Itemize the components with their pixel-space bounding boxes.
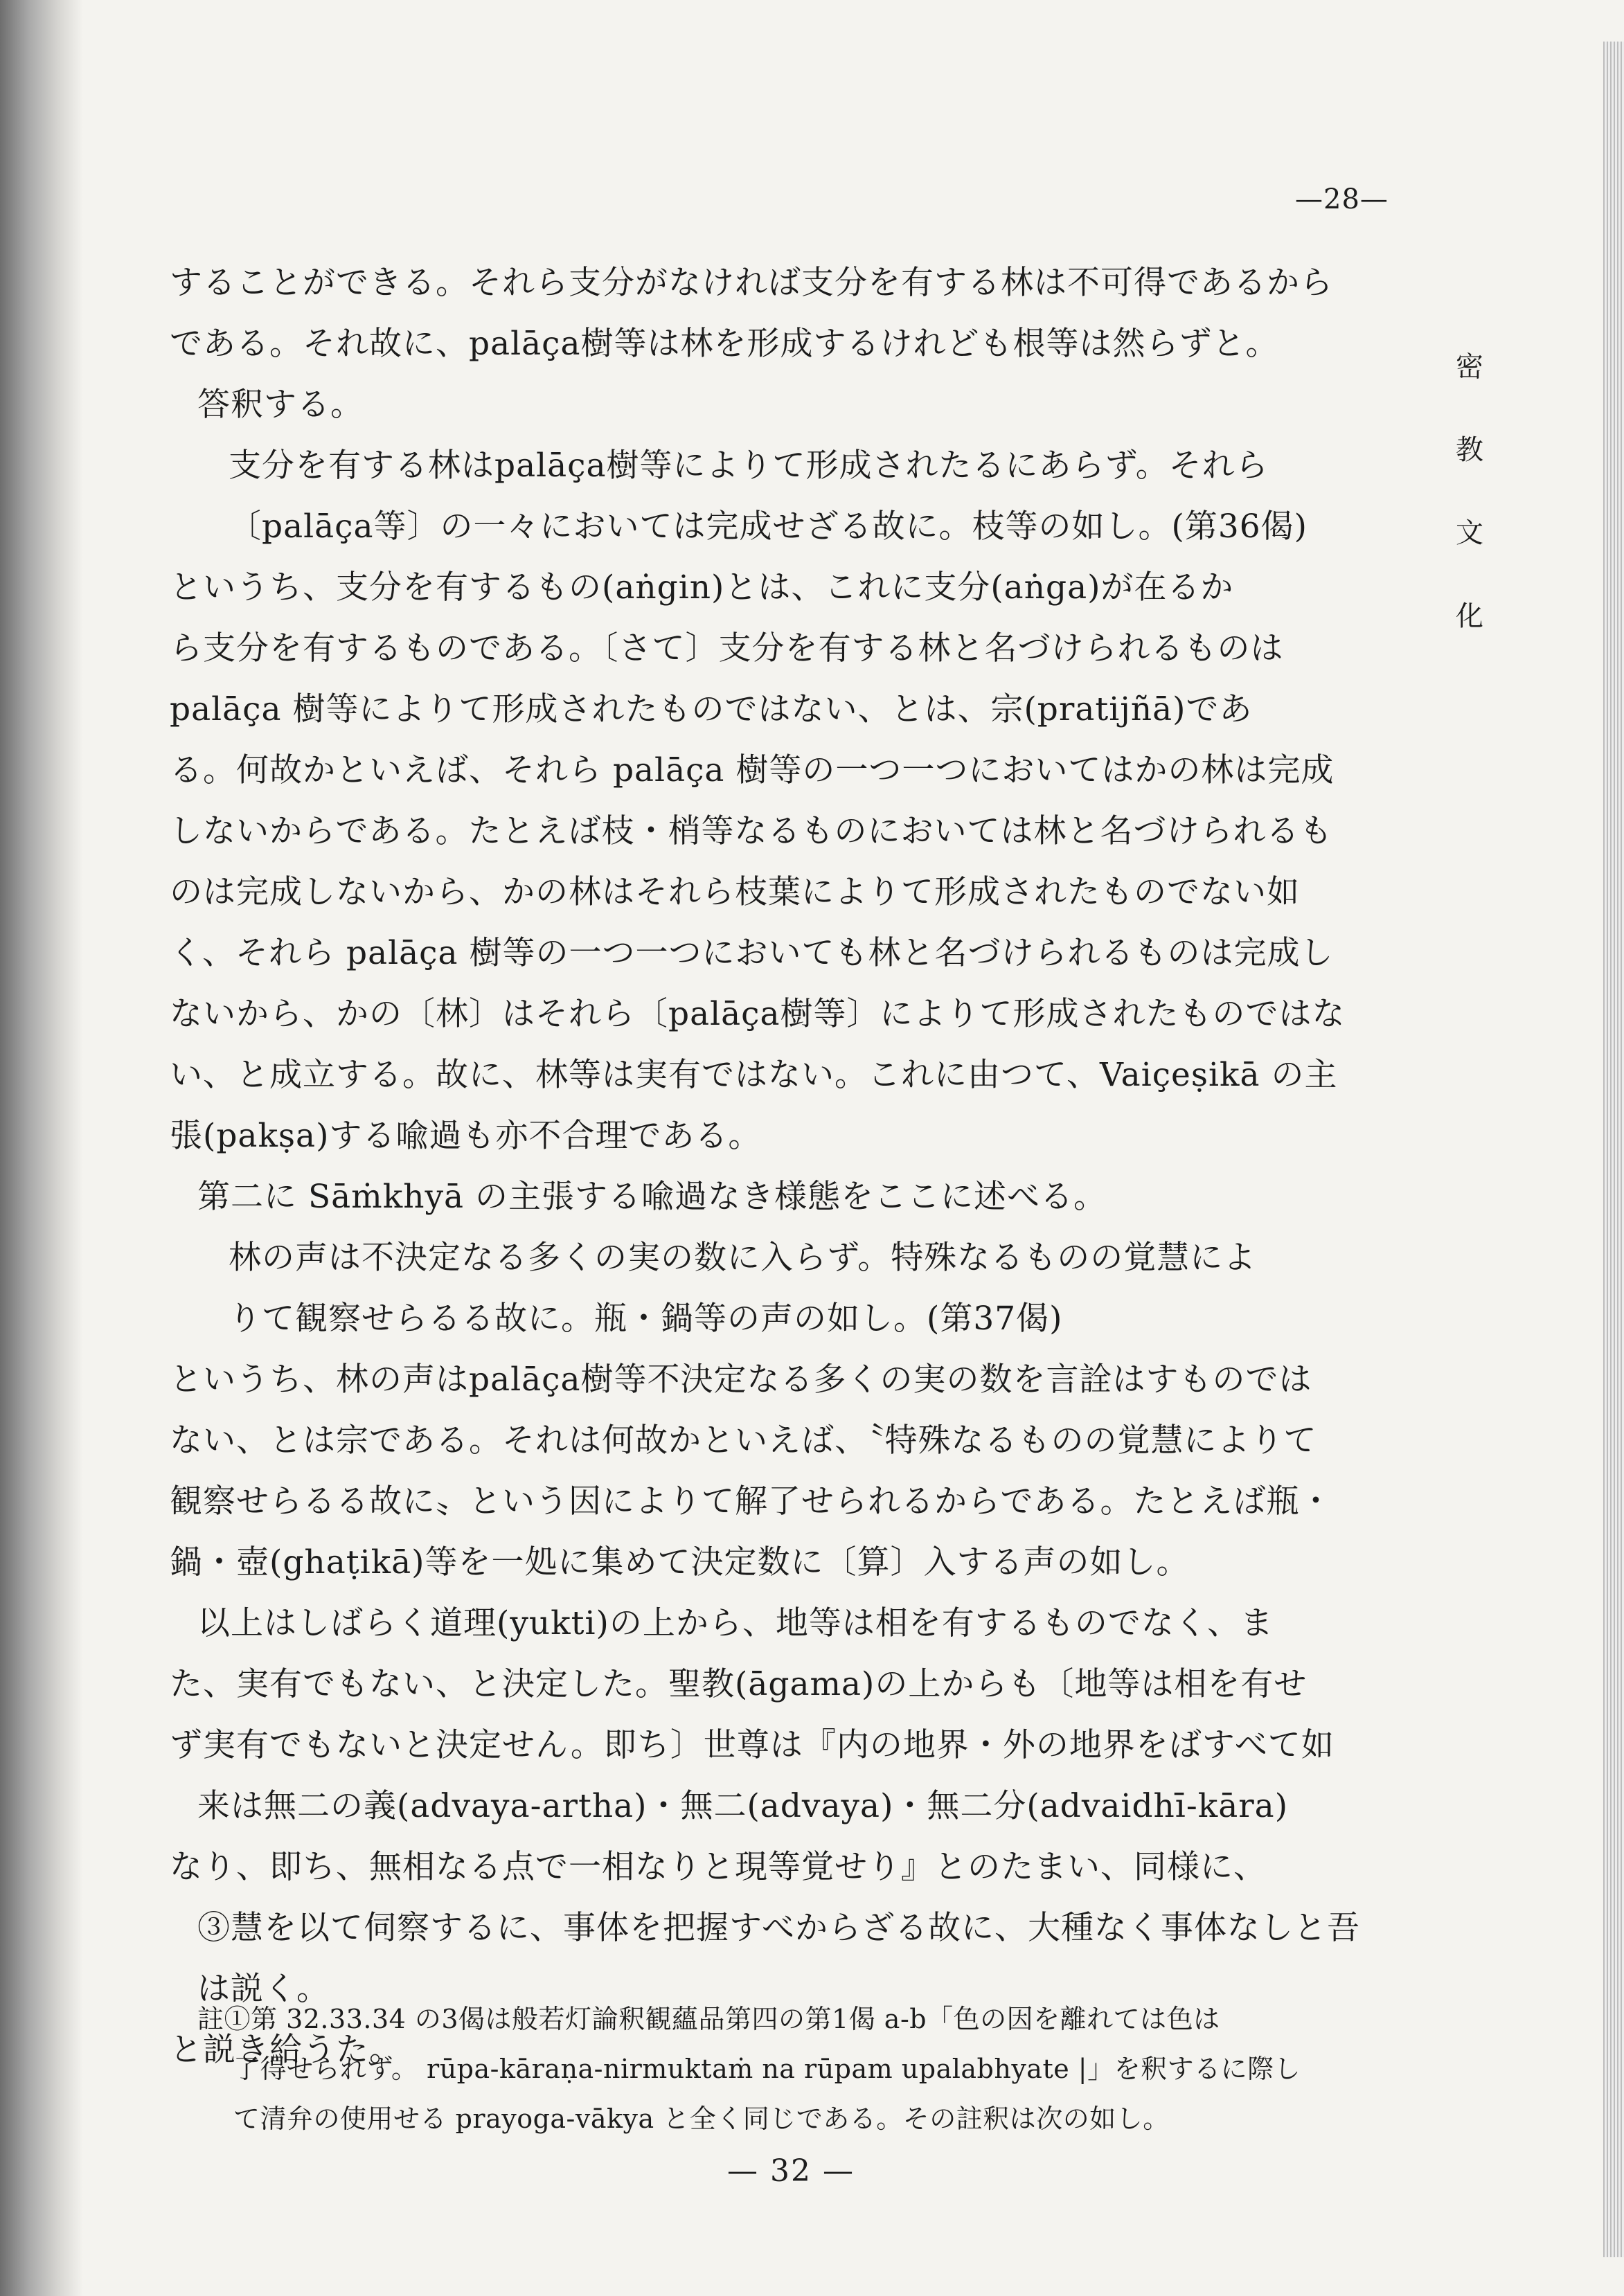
header-page-number: —28— bbox=[1295, 183, 1389, 215]
footer-page-number: — 32 — bbox=[727, 2153, 855, 2189]
footnote-line: て清弁の使用せる prayoga-vākya と全く同じである。その註釈は次の如し。 bbox=[233, 2104, 1170, 2134]
journal-title-char: 密 bbox=[1456, 351, 1483, 383]
journal-title bbox=[1449, 325, 1490, 658]
body-line: く、それら palāça 樹等の一つ一つにおいても林と名づけられるものは完成し bbox=[170, 934, 1334, 972]
body-line: 鍋・壺(ghaṭikā)等を一処に集めて決定数に〔算〕入する声の如し。 bbox=[170, 1543, 1190, 1581]
body-line: 来は無二の義(advaya-artha)・無二(advaya)・無二分(advaidhī-kāra) bbox=[197, 1787, 1289, 1825]
body-line: りて観察せらるる故に。瓶・鍋等の声の如し。(第37偈) bbox=[229, 1300, 1063, 1338]
footnote-line: 了得せられず。 rūpa-kāraṇa-nirmuktaṁ na rūpam upalabhyate |」を釈するに際し bbox=[233, 2054, 1301, 2084]
journal-title-char: 教 bbox=[1456, 434, 1483, 466]
body-line: しないからである。たとえば枝・梢等なるものにおいては林と名づけられるも bbox=[170, 812, 1333, 850]
body-line: い、と成立する。故に、林等は実有ではない。これに由つて、Vaiçeṣikā の主 bbox=[170, 1056, 1338, 1094]
body-line: というち、支分を有するもの(aṅgin)とは、これに支分(aṅga)が在るか bbox=[170, 568, 1234, 607]
body-line: ないから、かの〔林〕はそれら〔palāça樹等〕によりて形成されたものではな bbox=[170, 995, 1346, 1033]
body-line: 〔palāça等〕の一々においては完成せざる故に。枝等の如し。(第36偈) bbox=[229, 508, 1308, 546]
body-line: というち、林の声はpalāça樹等不決定なる多くの実の数を言詮はすものでは bbox=[170, 1361, 1312, 1399]
body-line: することができる。それら支分がなければ支分を有する林は不可得であるから bbox=[170, 264, 1333, 302]
body-line: なり、即ち、無相なる点で一相なりと現等覚せり』とのたまい、同様に、 bbox=[170, 1848, 1267, 1886]
body-line: のは完成しないから、かの林はそれら枝葉によりて形成されたものでない如 bbox=[170, 873, 1300, 911]
body-line: 張(pakṣa)する喩過も亦不合理である。 bbox=[170, 1117, 762, 1155]
body-line: 第二に Sāṁkhyā の主張する喩過なき様態をここに述べる。 bbox=[197, 1178, 1107, 1216]
body-text bbox=[170, 253, 1409, 2081]
book-spine-shadow bbox=[0, 0, 83, 2296]
body-line: ら支分を有するものである。〔さて〕支分を有する林と名づけられるものは bbox=[170, 629, 1284, 667]
footnote-line: 註①第 32.33.34 の3偈は般若灯論釈観蘊品第四の第1偈 a-b「色の因を離れては色は bbox=[197, 2004, 1220, 2034]
body-line: 観察せらるる故に〟という因によりて解了せられるからである。たとえば瓶・ bbox=[170, 1482, 1333, 1521]
body-line: た、実有でもない、と決定した。聖教(āgama)の上からも〔地等は相を有せ bbox=[170, 1665, 1308, 1703]
body-line: 答釈する。 bbox=[197, 386, 364, 424]
body-line: ず実有でもないと決定せん。即ち〕世尊は『内の地界・外の地界をばすべて如 bbox=[170, 1726, 1335, 1764]
body-line: 林の声は不決定なる多くの実の数に入らず。特殊なるものの覚慧によ bbox=[229, 1239, 1257, 1277]
body-line: 以上はしばらく道理(yukti)の上から、地等は相を有するものでなく、ま bbox=[197, 1604, 1274, 1642]
body-line: は説く。 bbox=[197, 1970, 330, 2008]
journal-title-char: 文 bbox=[1456, 517, 1483, 549]
body-line: palāça 樹等によりて形成されたものではない、とは、宗(pratijñā)であ bbox=[170, 690, 1253, 728]
journal-title-char: 化 bbox=[1456, 600, 1483, 632]
body-line: である。それ故に、palāça樹等は林を形成するけれども根等は然らずと。 bbox=[170, 325, 1279, 363]
page-edge bbox=[1603, 42, 1624, 2257]
body-line: と説き給うた。 bbox=[170, 2031, 402, 2069]
body-line: ③慧を以て伺察するに、事体を把握すべからざる故に、大種なく事体なしと吾 bbox=[197, 1909, 1361, 1947]
body-line: ない、とは宗である。それは何故かといえば、〝特殊なるものの覚慧によりて bbox=[170, 1421, 1317, 1460]
body-line: 支分を有する林はpalāça樹等によりて形成されたるにあらず。それら bbox=[229, 447, 1269, 485]
footnotes bbox=[197, 1994, 1409, 2144]
body-line: る。何故かといえば、それら palāça 樹等の一つ一つにおいてはかの林は完成 bbox=[170, 751, 1335, 789]
